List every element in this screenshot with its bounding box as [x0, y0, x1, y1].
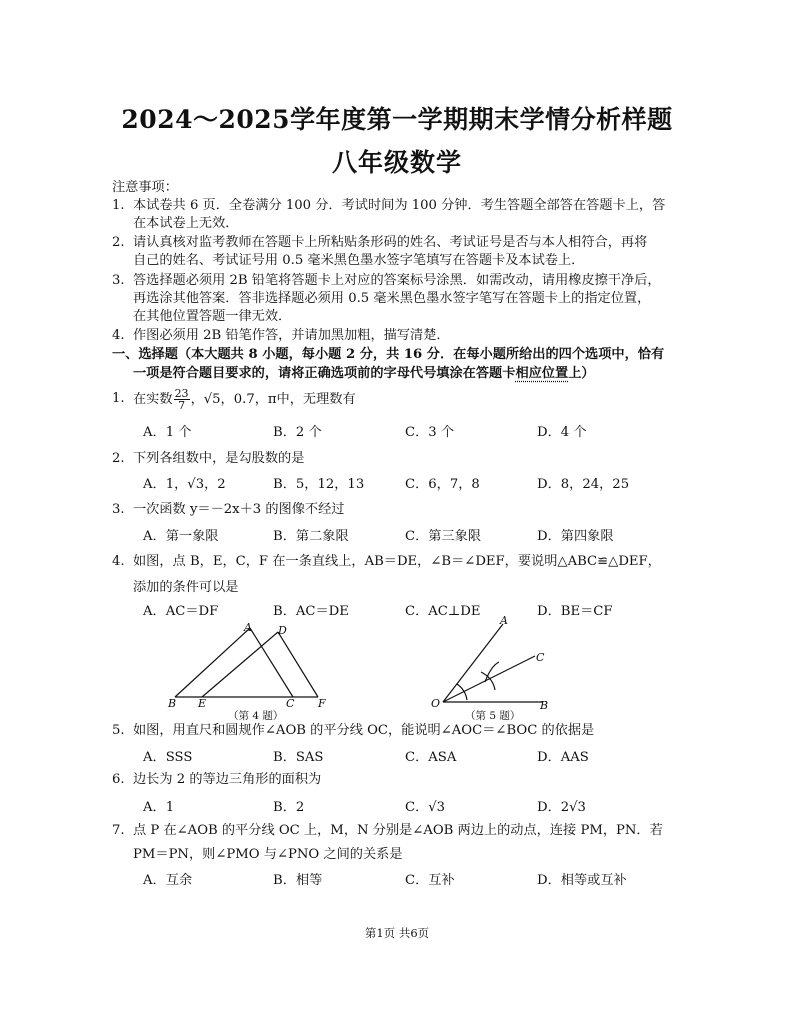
fraction-denominator: 7 [178, 399, 186, 412]
label-e: E [198, 697, 207, 710]
option-d: D．相等或互补 [537, 873, 627, 888]
question-stem-continued: 添加的条件可以是 [133, 580, 239, 595]
option-d: D．第四象限 [537, 529, 614, 544]
question-number: 1. [112, 391, 125, 406]
option-d: D．8，24，25 [537, 477, 630, 492]
note-number: 1. [112, 198, 125, 213]
page-footer: 第1页 共6页 [364, 926, 430, 940]
question-stem: 如图，用直尺和圆规作∠AOB 的平分线 OC，能说明∠AOC＝∠BOC 的依据是 [133, 723, 595, 738]
question-stem: 如图，点 B，E，C，F 在一条直线上，AB＝DE，∠B＝∠DEF，要说明△ABC≌△DEF， [133, 554, 661, 569]
question-number: 6. [112, 772, 125, 787]
option-c: C．6，7，8 [405, 477, 480, 492]
note-number: 4. [112, 328, 125, 343]
option-c: C．AC⊥DE [405, 604, 481, 619]
option-a: A．SSS [143, 750, 193, 765]
option-d: D．4 个 [537, 425, 587, 440]
option-a: A．1 个 [143, 425, 192, 440]
note-line: 再选涂其他答案．答非选择题必须用 0.5 毫米黑色墨水签字笔写在答题卡上的指定位置， [133, 291, 651, 306]
option-d: D．BE＝CF [537, 604, 613, 619]
segment-ab [175, 628, 250, 697]
segment-df [278, 632, 318, 697]
segment-de [202, 632, 278, 697]
note-line: 在其他位置答题一律无效． [133, 309, 292, 324]
question-stem [133, 388, 356, 411]
note-line: 作图必须用 2B 铅笔作答，并请加黑加粗，描写清楚． [133, 328, 450, 343]
stem-text: 在实数 [133, 392, 173, 407]
question-stem-continued: PM＝PN，则∠PMO 与∠PNO 之间的关系是 [133, 847, 403, 862]
note-number: 3. [112, 273, 125, 288]
question-stem: 边长为 2 的等边三角形的面积为 [133, 772, 322, 787]
option-a: A．1 [143, 800, 175, 815]
option-b: B．相等 [273, 873, 323, 888]
fraction-numerator: 23 [174, 387, 189, 400]
option-c: C．第三象限 [405, 529, 482, 544]
segment-ac [250, 628, 293, 697]
option-b: B．2 个 [273, 425, 322, 440]
label-a: A [244, 621, 252, 634]
figure-5 [425, 612, 565, 724]
section-text-end: 上） [568, 366, 595, 381]
exam-subtitle: 八年级数学 [331, 148, 462, 177]
question-stem: 下列各组数中，是勾股数的是 [133, 451, 305, 466]
option-b: B．2 [273, 800, 305, 815]
figure-4 [160, 620, 340, 725]
fraction [174, 388, 190, 411]
ray-oa [443, 624, 503, 702]
note-line: 在本试卷上无效． [133, 216, 239, 231]
section-emphasis: 相应位置 [515, 366, 569, 381]
note-line: 本试卷共 6 页．全卷满分 100 分．考试时间为 100 分钟．考生答题全部答在答题卡上，答 [133, 198, 666, 213]
question-number: 2. [112, 451, 125, 466]
option-d: D．2√3 [537, 800, 586, 815]
note-line: 答选择题必须用 2B 铅笔将答题卡上对应的答案标号涂黑．如需改动，请用橡皮擦干净后， [133, 273, 661, 288]
section-text: 一项是符合题目要求的，请将正确选项前的字母代号填涂在答题卡 [133, 366, 516, 381]
option-c: C．ASA [405, 750, 457, 765]
option-c: C．互补 [405, 873, 455, 888]
option-a: A．第一象限 [143, 529, 219, 544]
label-b: B [168, 697, 177, 710]
section-heading-continued [133, 365, 595, 383]
question-number: 3. [112, 502, 125, 517]
option-d: D．AAS [537, 750, 589, 765]
question-number: 5. [112, 723, 125, 738]
note-line: 请认真核对监考教师在答题卡上所粘贴条形码的姓名、考试证号是否与本人相符合，再将 [133, 235, 648, 250]
label-c: C [286, 697, 295, 710]
label-a: A [500, 614, 508, 627]
option-a: A．1，√3，2 [143, 477, 226, 492]
arc-cross-2 [485, 662, 499, 682]
label-c: C [536, 651, 545, 664]
section-heading: 一、选择题（本大题共 8 小题，每小题 2 分，共 16 分．在每小题所给出的四个选项中，恰有 [112, 347, 665, 362]
label-o: O [431, 697, 441, 710]
label-f: F [318, 697, 326, 710]
question-number: 4. [112, 554, 125, 569]
note-line: 自己的姓名、考试证号用 0.5 毫米黑色墨水签字笔填写在答题卡及本试卷上． [133, 253, 585, 268]
notes-heading: 注意事项： [112, 180, 178, 195]
ray-oc [443, 656, 535, 702]
exam-title: 2024～2025学年度第一学期期末学情分析样题 [121, 105, 673, 134]
option-b: B．第二象限 [273, 529, 349, 544]
option-b: B．SAS [273, 750, 324, 765]
note-number: 2. [112, 235, 125, 250]
option-b: B．5，12，13 [273, 477, 365, 492]
label-b: B [540, 699, 549, 712]
figure-4-caption: （第 4 题） [228, 710, 284, 722]
option-b: B．AC＝DE [273, 604, 349, 619]
option-a: A．AC＝DF [143, 604, 219, 619]
option-a: A．互余 [143, 873, 193, 888]
question-stem: 一次函数 y＝－2x＋3 的图像不经过 [133, 502, 345, 517]
label-d: D [278, 624, 287, 637]
question-stem: 点 P 在∠AOB 的平分线 OC 上，M，N 分别是∠AOB 两边上的动点，连接 PM，PN．若 [133, 823, 663, 838]
option-c: C．3 个 [405, 425, 455, 440]
question-number: 7. [112, 823, 125, 838]
figure-5-caption: （第 5 题） [465, 710, 521, 722]
option-c: C．√3 [405, 800, 446, 815]
stem-text: ，√5，0.7，π中，无理数有 [190, 392, 356, 407]
